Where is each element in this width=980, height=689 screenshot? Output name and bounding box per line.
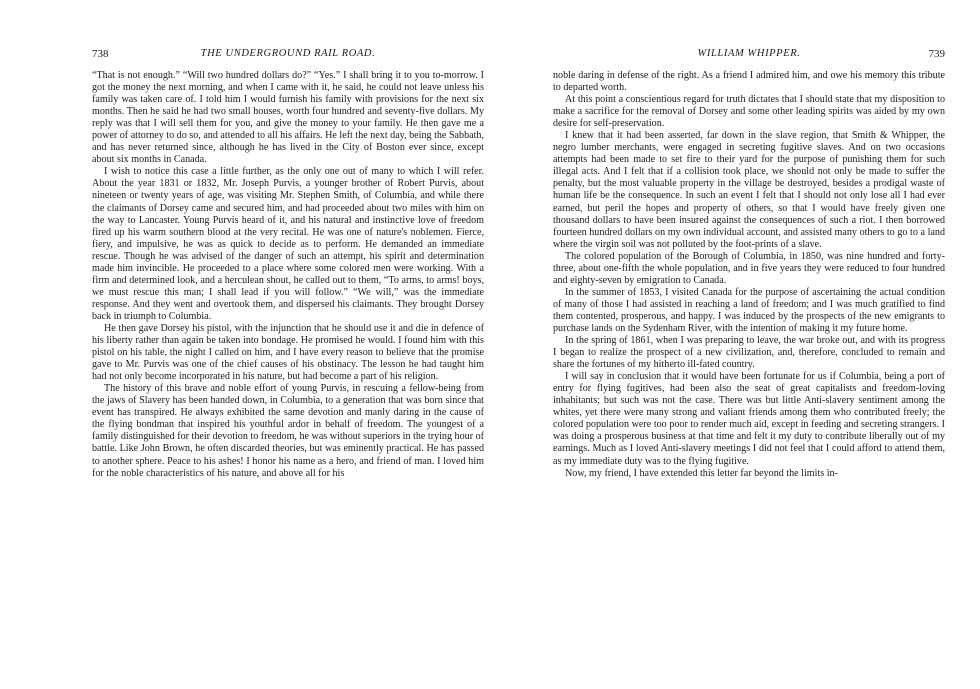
paragraph: “That is not enough.” “Will two hundred dollars do?” “Yes.” I shall bring it to you to-morrow. I got the money the next morning, and when I came with it, he said, he could not leave unless his family was taken care of. I told him I would furnish his family with provisions for the next six months. Then he said he had two small houses, worth four hundred and seventy-five dollars. My reply was that I will sell them for you, and give the money to your family. He then gave me a power of attorney to do so, and attended to all his affairs. He left the next day, being the Sabbath, and has never returned since, although he has lived in the City of Boston ever since, except about six months in Canada. bbox=[92, 70, 484, 166]
left-page bbox=[92, 48, 484, 668]
right-page-header bbox=[553, 48, 945, 64]
right-page bbox=[553, 48, 945, 668]
right-page-number: 739 bbox=[928, 48, 945, 60]
paragraph: I will say in conclusion that it would have been fortunate for us if Columbia, being a port of entry for flying fugitives, had been also the seat of great capitalists and freedom-loving inhabitants; but such was not the case. There was but little Anti-slavery sentiment among the whites, yet there were many strong and valiant friends among them who contributed freely; the colored population were too poor to render much aid, except in feeding and secreting strangers. I was doing a prosperous business at that time and felt it my duty to contribute liberally out of my earnings. Much as I loved Anti-slavery meetings I did not feel that I could afford to attend them, as my immediate duty was to the flying fugitive. bbox=[553, 371, 945, 467]
left-page-number: 738 bbox=[92, 48, 109, 60]
paragraph: He then gave Dorsey his pistol, with the injunction that he should use it and die in defence of his liberty rather than again be taken into bondage. He promised he would. I found him with this pistol on his table, the night I called on him, and I have every reason to believe that the promise gave to Mr. Purvis was one of the chief causes of his obstinacy. The lesson he had taught him had not only become incorporated in his nature, but had become a part of his religion. bbox=[92, 322, 484, 383]
left-page-body bbox=[92, 70, 484, 480]
paragraph: I knew that it had been asserted, far down in the slave region, that Smith & Whipper, the negro lumber merchants, were engaged in secreting fugitive slaves. And on two occasions attempts had been made to set fire to their yard for the purpose of punishing them for such illegal acts. And I felt that if a collision took place, we should not only be made to suffer the penalty, but the most valuable property in the village be destroyed, besides a prodigal waste of human life be the consequence. In such an event I felt that I should not only lose all I had ever earned, but peril the hopes and property of others, so that I would have freely given one thousand dollars to have been insured against the consequences of such a riot. I then borrowed fourteen hundred dollars on my own individual account, and assisted many others to go to a land where the virgin soil was not polluted by the foot-prints of a slave. bbox=[553, 130, 945, 250]
paragraph: In the summer of 1853, I visited Canada for the purpose of ascertaining the actual condition of many of those I had assisted in reaching a land of freedom; and I was much gratified to find them contented, prosperous, and happy. I was induced by the prospects of the new emigrants to purchase lands on the Sydenham River, with the intention of making it my future home. bbox=[553, 286, 945, 334]
left-running-title: THE UNDERGROUND RAIL ROAD. bbox=[200, 48, 376, 59]
paragraph: In the spring of 1861, when I was preparing to leave, the war broke out, and with its progress I began to realize the prospect of a new civilization, and, therefore, concluded to remain and share the fortunes of my hitherto ill-fated country. bbox=[553, 335, 945, 371]
paragraph: The colored population of the Borough of Columbia, in 1850, was nine hundred and forty-three, about one-fifth the whole population, and in five years they were reduced to four hundred and eighty-seven by emigration to Canada. bbox=[553, 250, 945, 286]
paragraph: The history of this brave and noble effort of young Purvis, in rescuing a fellow-being from the jaws of Slavery has been handed down, in Columbia, to a generation that was born since that event has transpired. He always exhibited the same devotion and manly daring in the cause of the flying bondman that inspired his youthful ardor in behalf of freedom. The youngest of a family distinguished for their devotion to freedom, he was without superiors in the trying hour of battle. Like John Brown, he often discarded theories, but was eminently practical. He has passed to another sphere. Peace to his ashes! I honor his name as a hero, and friend of man. I loved him for the noble characteristics of his nature, and above all for his bbox=[92, 383, 484, 479]
paragraph: Now, my friend, I have extended this letter far beyond the limits in- bbox=[565, 467, 838, 479]
paragraph: At this point a conscientious regard for truth dictates that I should state that my disposition to make a sacrifice for the removal of Dorsey and some other leading spirits was aided by my own desire for self-preservation. bbox=[553, 94, 945, 130]
right-running-title: WILLIAM WHIPPER. bbox=[697, 48, 801, 59]
right-page-body bbox=[553, 70, 945, 480]
paragraph: noble daring in defense of the right. As a friend I admired him, and owe his memory this tribute to departed worth. bbox=[553, 70, 945, 94]
paragraph: I wish to notice this case a little further, as the only one out of many to which I will refer. About the year 1831 or 1832, Mr. Joseph Purvis, a younger brother of Robert Purvis, about nineteen or twenty years of age, was visiting Mr. Stephen Smith, of Columbia, and while there the claimants of Dorsey came and secured him, and had proceeded about two miles with him on the way to Lancaster. Young Purvis heard of it, and his natural and instinctive love of freedom fired up his warm southern blood at the very recital. He was one of nature's noblemen. Fierce, fiery, and impulsive, he was as quick to decide as to perform. He demanded an immediate rescue. Though he was advised of the danger of such an attempt, his spirit and determination made him invincible. He proceeded to a place where some colored men were working. With a firm and determined look, and a herculean shout, he called out to them, “To arms, to arms! boys, we must rescue this man; I shall lead if you will follow.” “We will,” was the immediate response. And they went and overtook them, and dispersed his claimants. They brought Dorsey back in triumph to Columbia. bbox=[92, 166, 484, 322]
left-page-header bbox=[92, 48, 484, 64]
